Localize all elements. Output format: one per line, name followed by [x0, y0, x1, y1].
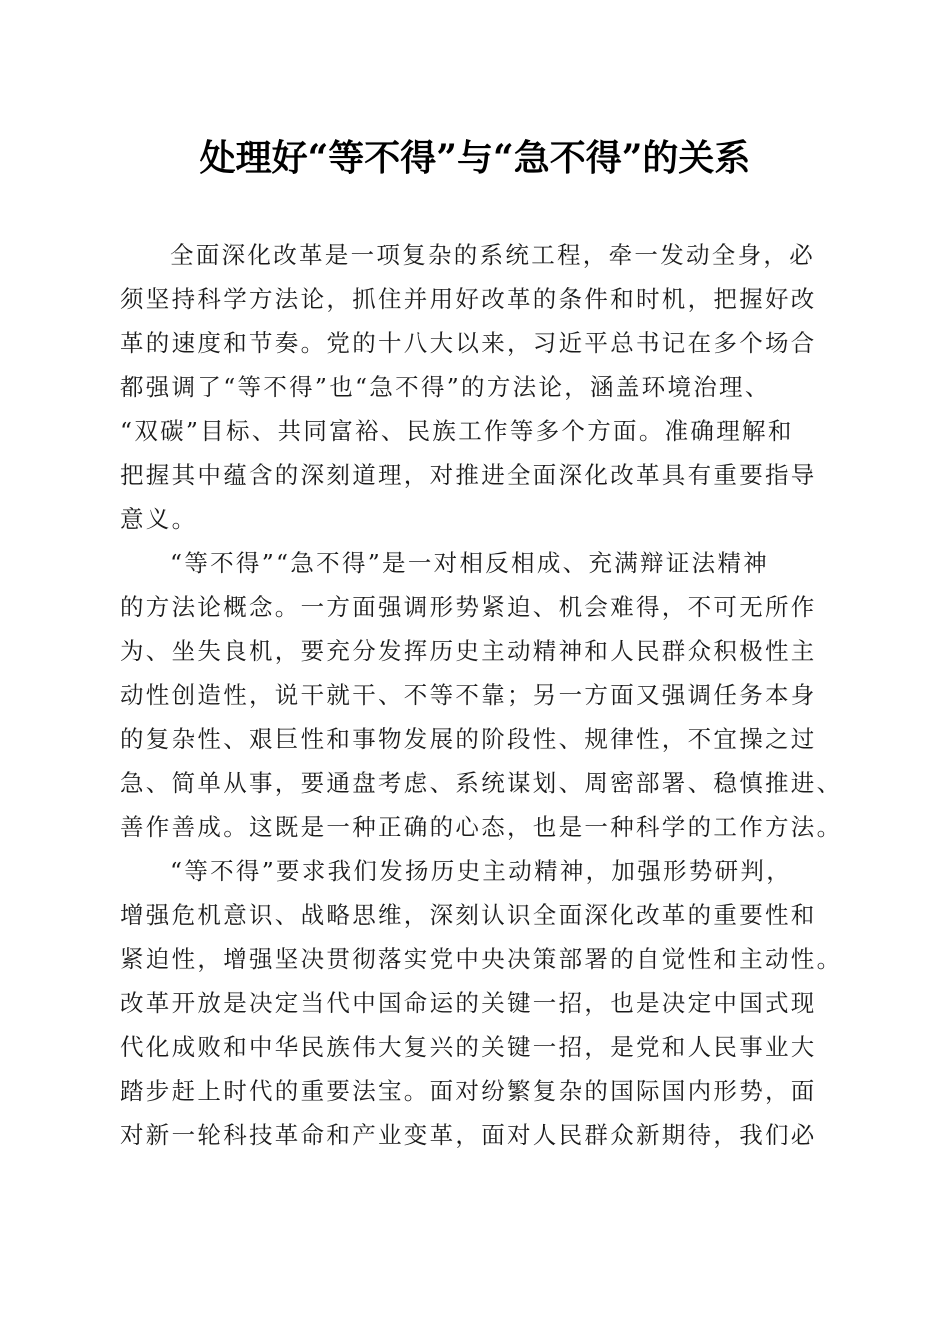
paragraph-line: “双碳”目标、共同富裕、民族工作等多个方面。准确理解和 — [120, 417, 794, 445]
paragraph-line: 革的速度和节奏。党的十八大以来，习近平总书记在多个场合 — [120, 329, 817, 357]
paragraph-line: 改革开放是决定当代中国命运的关键一招，也是决定中国式现 — [120, 989, 817, 1017]
paragraph-line: 急、简单从事，要通盘考虑、系统谋划、周密部署、稳慎推进、 — [120, 769, 843, 797]
paragraph-line: 都强调了“等不得”也“急不得”的方法论，涵盖环境治理、 — [120, 373, 771, 401]
paragraph-line: 的复杂性、艰巨性和事物发展的阶段性、规律性，不宜操之过 — [120, 725, 817, 753]
paragraph-line: 对新一轮科技革命和产业变革，面对人民群众新期待，我们必 — [120, 1121, 817, 1149]
paragraph-line: 把握其中蕴含的深刻道理，对推进全面深化改革具有重要指导 — [120, 461, 817, 489]
paragraph-line: “等不得”“急不得”是一对相反相成、充满辩证法精神 — [170, 549, 770, 577]
paragraph-line: 全面深化改革是一项复杂的系统工程，牵一发动全身，必 — [170, 241, 815, 269]
paragraph-line: 善作善成。这既是一种正确的心态，也是一种科学的工作方法。 — [120, 813, 843, 841]
paragraph-line: 的方法论概念。一方面强调形势紧迫、机会难得，不可无所作 — [120, 593, 817, 621]
paragraph-line: “等不得”要求我们发扬历史主动精神，加强形势研判， — [170, 857, 793, 885]
paragraph-line: 须坚持科学方法论，抓住并用好改革的条件和时机，把握好改 — [120, 285, 817, 313]
paragraph-line: 意义。 — [120, 505, 198, 533]
paragraph-line: 增强危机意识、战略思维，深刻认识全面深化改革的重要性和 — [120, 901, 817, 929]
paragraph-line: 踏步赶上时代的重要法宝。面对纷繁复杂的国际国内形势，面 — [120, 1077, 817, 1105]
paragraph-line: 紧迫性，增强坚决贯彻落实党中央决策部署的自觉性和主动性。 — [120, 945, 843, 973]
paragraph-line: 代化成败和中华民族伟大复兴的关键一招，是党和人民事业大 — [120, 1033, 817, 1061]
paragraph-line: 动性创造性，说干就干、不等不靠；另一方面又强调任务本身 — [120, 681, 817, 709]
paragraph-line: 为、坐失良机，要充分发挥历史主动精神和人民群众积极性主 — [120, 637, 817, 665]
document-title: 处理好“等不得”与“急不得”的关系 — [199, 137, 751, 179]
